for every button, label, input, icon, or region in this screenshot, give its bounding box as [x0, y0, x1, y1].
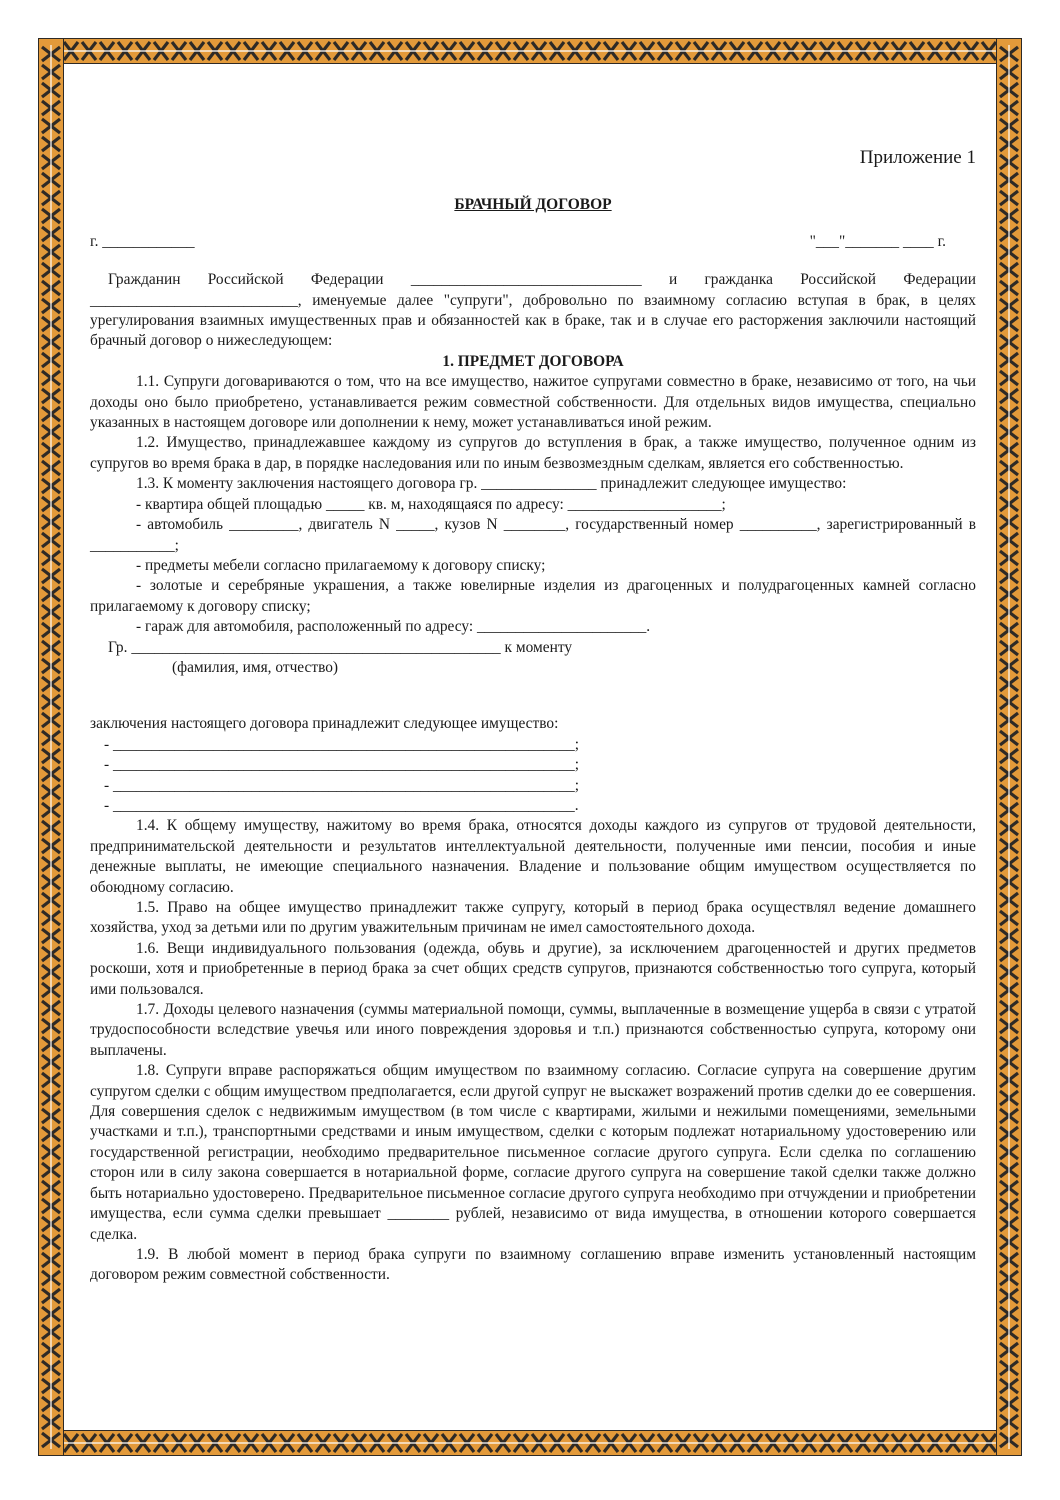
- list-item: - автомобиль _________, двигатель N _____, кузов N ________, государственный номер __________, зарегистрированный в ___________;: [90, 516, 976, 554]
- date-field: "___"_______ ____ г.: [809, 232, 946, 250]
- document-title: БРАЧНЫЙ ДОГОВОР: [454, 196, 612, 214]
- appendix-label: Приложение 1: [859, 147, 976, 168]
- blank-item: - ____________________________________________________________;: [104, 776, 579, 794]
- border-bottom: [38, 1430, 1022, 1456]
- blank-item: - ____________________________________________________________.: [104, 796, 579, 814]
- section-title: 1. ПРЕДМЕТ ДОГОВОРА: [442, 352, 624, 370]
- border-right: [996, 38, 1022, 1456]
- citizen-line: Гр. ________________________________________________ к моменту: [108, 638, 573, 656]
- clause-1-9: 1.9. В любой момент в период брака супруги по взаимному соглашению вправе изменить установленный настоящим договором режим совместной собственности.: [90, 1245, 976, 1284]
- place-date-row: [90, 232, 976, 252]
- place-field: г. ____________: [90, 232, 195, 250]
- blank-item: - ____________________________________________________________;: [104, 735, 579, 753]
- clause-1-8: 1.8. Супруги вправе распоряжаться общим имуществом по взаимному согласию. Согласие супруга на совершение другим супругом сделки с общим имуществом предполагается, если другой супруг не выскажет возражений против сделки до ее совершения. Для совершения сделок с недвижимым имуществом (в том числе с квартирами, жилыми и нежилыми помещениями, земельными участками и т.п.), транспортными средствами и иным имуществом, сделки с которым подлежат нотариальному удостоверению или государственной регистрации, необходимо предварительное письменное согласие другого супруга. Если сделка по соглашению сторон или в силу закона совершается в нотариальной форме, согласие другого супруга на совершение такой сделки также должно быть нотариально удостоверено. Предварительное письменное согласие другого супруга необходимо при отчуждении и приобретении имущества, если сумма сделки превышает ________ рублей, независимо от вида имущества, в отношении которого совершается сделка.: [90, 1062, 976, 1243]
- clause-1-4: 1.4. К общему имуществу, нажитому во время брака, относятся доходы каждого из супругов от трудовой деятельности, предпринимательской деятельности и результатов интеллектуальной деятельности, полученные ими пенсии, пособия и иные денежные выплаты, не имеющие специального назначения. Владение и пользование общим имуществом осуществляется по обоюдному согласию.: [90, 817, 976, 896]
- fio-hint: (фамилия, имя, отчество): [172, 658, 339, 676]
- clause-1-6: 1.6. Вещи индивидуального пользования (одежда, обувь и другие), за исключением драгоценностей и других предметов роскоши, хотя и приобретенные в период брака за счет общих средств супругов, признаются собственностью того супруга, который ими пользовался.: [90, 939, 976, 998]
- clause-1-1: 1.1. Супруги договариваются о том, что на все имущество, нажитое супругами совместно в браке, независимо от того, на чьи доходы оно было приобретено, устанавливается режим совместной собственности. Для отдельных видов имущества, специально указанных в настоящем договоре или дополнении к нему, может устанавливаться иной режим.: [90, 373, 976, 432]
- clause-1-3-continued: заключения настоящего договора принадлежит следующее имущество:: [90, 715, 559, 733]
- intro-paragraph: Гражданин Российской Федерации ______________________________ и гражданка Российской Федерации ___________________________, именуемые далее "супруги", добровольно по взаимному согласию вступая в брак, в целях урегулирования взаимных имущественных прав и обязанностей как в браке, так и в случае его расторжения заключили настоящий брачный договор о нижеследующем:: [90, 271, 976, 350]
- border-left: [38, 38, 64, 1456]
- clause-1-7: 1.7. Доходы целевого назначения (суммы материальной помощи, суммы, выплаченные в возмещение ущерба в связи с утратой трудоспособности вследствие увечья или иного повреждения здоровья и т.п.) признаются собственностью супруга, которому они выплачены.: [90, 1001, 976, 1059]
- border-top: [38, 38, 1022, 64]
- list-item: - квартира общей площадью _____ кв. м, находящаяся по адресу: ____________________;: [136, 495, 726, 513]
- list-item: - золотые и серебряные украшения, а также ювелирные изделия из драгоценных и полудрагоценных камней согласно прилагаемому к договору списку;: [90, 577, 976, 615]
- list-item: - предметы мебели согласно прилагаемому к договору списку;: [136, 556, 546, 574]
- contract-page: [90, 148, 976, 1286]
- blank-item: - ____________________________________________________________;: [104, 756, 579, 774]
- list-item: - гараж для автомобиля, расположенный по адресу: ______________________.: [136, 618, 651, 636]
- clause-1-2: 1.2. Имущество, принадлежавшее каждому из супругов до вступления в брак, а также имущество, полученное одним из супругов во время брака в дар, в порядке наследования или по иным безвозмездным сделкам, является его собственностью.: [90, 434, 976, 472]
- clause-1-3: 1.3. К моменту заключения настоящего договора гр. _______________ принадлежит следующее имущество:: [136, 475, 847, 493]
- clause-1-5: 1.5. Право на общее имущество принадлежит также супругу, который в период брака осуществлял ведение домашнего хозяйства, уход за детьми или по другим уважительным причинам не имел самостоятельного дохода.: [90, 899, 976, 937]
